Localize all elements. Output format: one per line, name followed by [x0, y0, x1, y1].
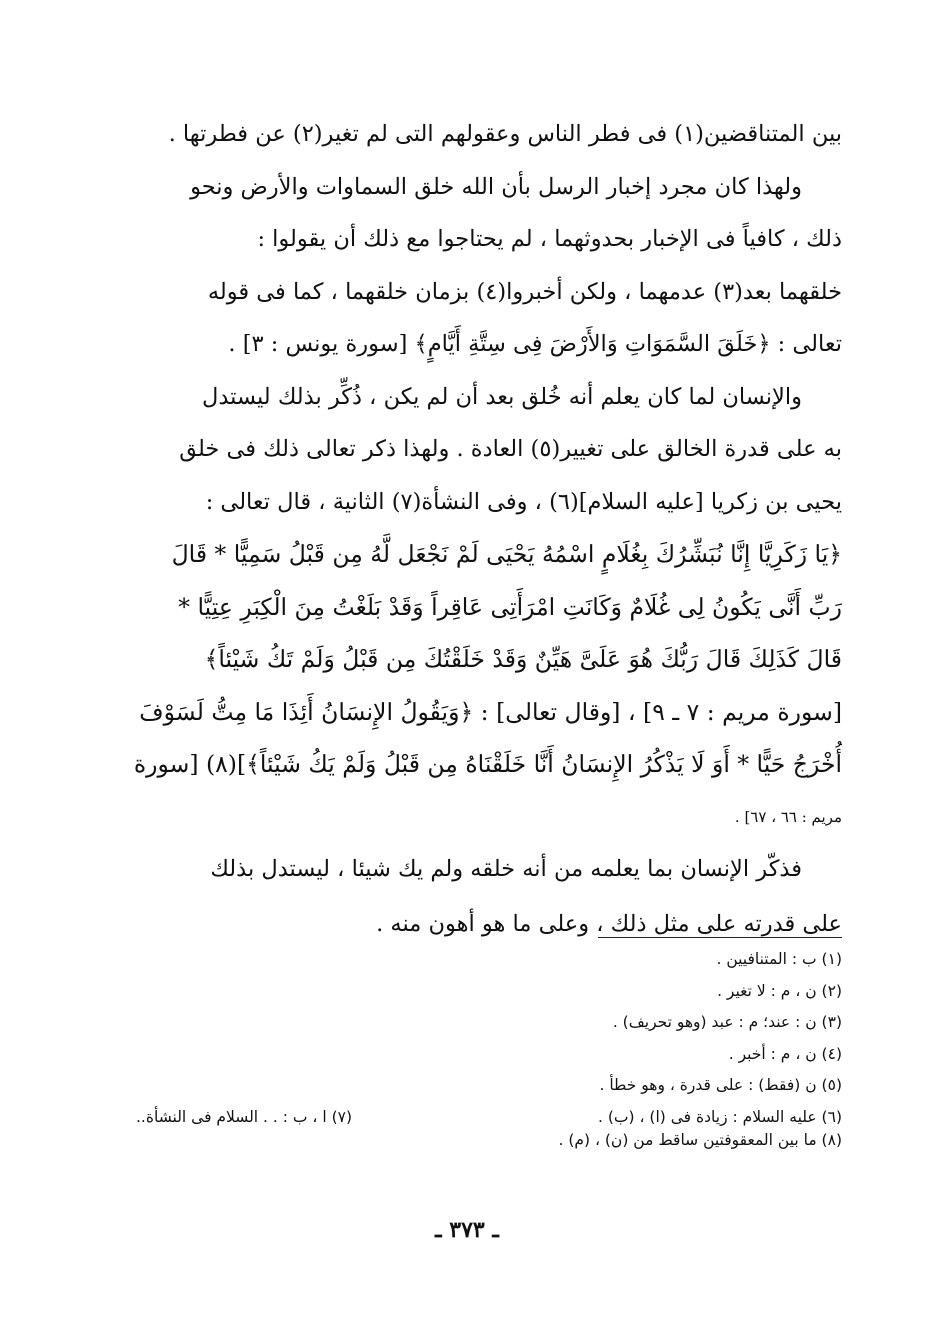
text-line: ولهذا كان مجرد إخبار الرسل بأن الله خلق السماوات والأرض ونحو	[190, 173, 802, 200]
footnote: (١) ب : المتنافيين .	[716, 950, 842, 968]
text-line: ذلك ، كافياً فى الإخبار بحدوثهما ، لم يحتاجوا مع ذلك أن يقولوا :	[257, 226, 842, 252]
text-line: على قدرته على مثل ذلك ، وعلى ما هو أهون منه .	[376, 910, 842, 937]
footnote: (٤) ن ، م : أخبر .	[728, 1044, 842, 1063]
quran-verse-line: ﴿يَا زَكَرِيَّا إِنَّا نُبَشِّرُكَ بِغُلَامٍ اسْمُهُ يَحْيَى لَمْ نَجْعَل لَّهُ مِن قَبْلُ سَمِيًّا * قَالَ	[171, 540, 842, 568]
footnote: (٣) ن : عند؛ م : عبد (وهو تحريف) .	[612, 1013, 842, 1031]
footnote: (٦) عليه السلام : زيادة فى (ا) ، (ب) .	[598, 1107, 842, 1126]
text-line: به على قدرة الخالق على تغيير(٥) العادة . ولهذا ذكر تعالى ذلك فى خلق	[179, 436, 842, 462]
footnote: (٧) ا ، ب : . . السلام فى النشأة..	[136, 1107, 353, 1126]
main-text	[120, 108, 842, 952]
page-number: ـ ٣٧٣ ـ	[435, 1217, 499, 1243]
text-line: والإنسان لما كان يعلم أنه خُلق بعد أن لم يكن ، ذُكِّر بذلك ليستدل	[202, 383, 802, 410]
verse-citation: مريم : ٦٦ ، ٦٧] .	[734, 807, 842, 826]
quran-verse-line: قَالَ كَذَلِكَ قَالَ رَبُّكَ هُوَ عَلَىَّ هَيِّنٌ وَقَدْ خَلَقْتُكَ مِن قَبْلُ وَلَمْ تَكُ شَيْئاً﴾	[204, 645, 842, 673]
quran-verse-line: أُخْرَجُ حَيًّا * أَوَ لَا يَذْكُرُ الإِنسَانُ أَنَّا خَلَقْنَاهُ مِن قَبْلُ وَلَمْ يَكُ شَيْئاً﴾](٨) [سورة	[133, 750, 842, 778]
footnote: (٨) ما بين المعقوفتين ساقط من (ن) ، (م) .	[558, 1131, 842, 1149]
quran-verse-line: رَبِّ أَنَّى يَكُونُ لِى غُلَامٌ وَكَانَتِ امْرَأَتِى عَاقِراً وَقَدْ بَلَغْتُ مِنَ الْكِبَرِ عِتِيًّا *	[178, 592, 842, 621]
footnotes	[120, 944, 842, 1157]
text-line: بين المتناقضين(١) فى فطر الناس وعقولهم التى لم تغير(٢) عن فطرتها .	[168, 121, 842, 147]
text-line: يحيى بن زكريا [عليه السلام](٦) ، وفى النشأة(٧) الثانية ، قال تعالى :	[205, 488, 842, 515]
footnote: (٥) ن (فقط) : على قدرة ، وهو خطأ .	[599, 1076, 842, 1094]
text-line: تعالى : ﴿خَلَقَ السَّمَوَاتِ وَالأَرْضَ فِى سِتَّةِ أَيَّامٍ﴾ [سورة يونس : ٣] .	[228, 331, 842, 357]
text-line: خلقهما بعد(٣) عدمهما ، ولكن أخبروا(٤) بزمان خلقهما ، كما فى قوله	[207, 278, 842, 305]
quran-verse-line: [سورة مريم : ٧ ـ ٩] ، [وقال تعالى] : ﴿وَيَقُولُ الإِنسَانُ أَئِذَا مَا مِتُّ لَسَوْفَ	[139, 697, 842, 726]
footnote-separator	[598, 937, 842, 938]
text-line: فذكّر الإنسان بما يعلمه من أنه خلقه ولم يك شيئا ، ليستدل بذلك	[210, 856, 802, 882]
footnote: (٢) ن ، م : لا تغير .	[717, 981, 842, 1000]
